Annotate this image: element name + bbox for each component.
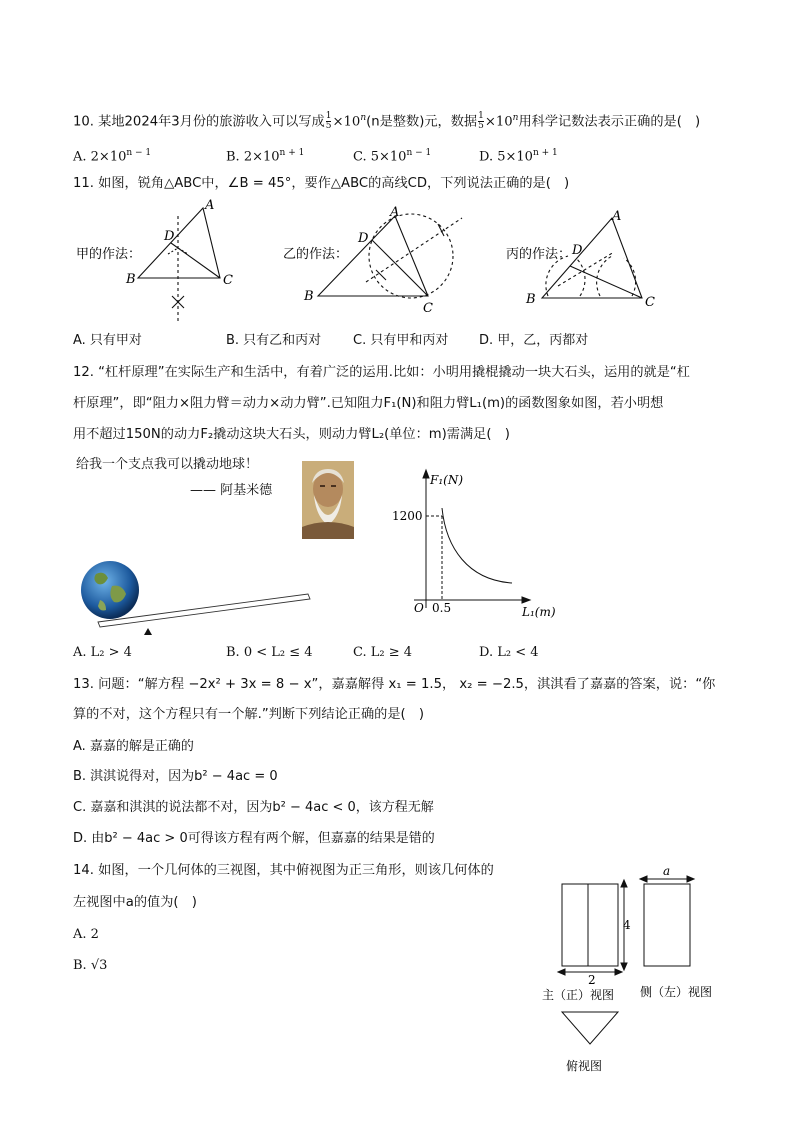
fig-bing-C: C xyxy=(645,295,655,310)
q10-option-d[interactable]: D. $5\times 10^{n + 1}$ xyxy=(479,148,558,165)
front-view-label: 主（正）视图 xyxy=(542,988,615,1002)
top-view-triangle xyxy=(562,1012,618,1044)
fig-yi-C: C xyxy=(423,301,433,316)
graph-tick-x: 0.5 xyxy=(432,601,452,615)
fulcrum-icon xyxy=(144,628,152,635)
dim-4: 4 xyxy=(623,918,631,932)
q13-option-a[interactable]: A. 嘉嘉的解是正确的 xyxy=(73,739,194,754)
fig-bing-label: 丙的作法： xyxy=(506,247,572,262)
graph-origin: O xyxy=(414,601,424,615)
fig-bing-A: A xyxy=(612,209,622,224)
hyperbola-curve xyxy=(442,508,512,583)
dim-2: 2 xyxy=(588,973,596,987)
q10-option-b[interactable]: B. $2\times 10^{n + 1}$ xyxy=(226,148,305,165)
fig-yi-B: B xyxy=(304,289,314,304)
q10-stem: 10. 某地2024年3月份的旅游收入可以写成 $\frac{1}{5}$ $\times 10^n(n$是整数)元，数据 $\frac{1}{5}$ $\times 10^n$用科学记数法表示正确的是( ) xyxy=(73,110,701,131)
q11-option-a[interactable]: A. 只有甲对 xyxy=(73,333,142,348)
fig-jia-C: C xyxy=(223,273,233,288)
q12-function-graph xyxy=(388,468,556,628)
graph-y-label: F₁(N) xyxy=(430,473,463,487)
dim-a: a xyxy=(663,864,671,878)
fig-bing-D: D xyxy=(572,243,583,258)
fig-yi-D: D xyxy=(358,231,369,246)
q12-option-b[interactable]: B. 0 < L₂ ≤ 4 xyxy=(226,645,313,660)
q11-option-d[interactable]: D. 甲，乙，丙都对 xyxy=(479,333,589,348)
q12-author: —— 阿基米德 xyxy=(190,483,273,498)
q11-option-b[interactable]: B. 只有乙和丙对 xyxy=(226,333,322,348)
fig-yi-label: 乙的作法： xyxy=(283,247,349,262)
q14-stem-2: 左视图中a的值为( ) xyxy=(73,895,197,910)
fig-bing-B: B xyxy=(526,292,536,307)
earth-lever xyxy=(78,560,314,632)
fig-jia-label: 甲的作法： xyxy=(76,247,142,262)
fig-jia-B: B xyxy=(126,272,136,287)
q14-option-a[interactable]: A. 2 xyxy=(73,927,99,942)
q12-stem-1: 12. “杠杆原理”在实际生产和生活中，有着广泛的运用.比如：小明用撬棍撬动一块大石头，运用的就是“杠 xyxy=(73,365,690,380)
q12-option-a[interactable]: A. L₂ > 4 xyxy=(73,645,132,660)
q12-stem-3: 用不超过150N的动力F₂撬动这块大石头，则动力臂L₂(单位：m)需满足( ) xyxy=(73,427,510,442)
fig-yi-A: A xyxy=(390,205,400,220)
q10-fraction: $\frac{1}{5}$ xyxy=(325,110,332,131)
fig-jia xyxy=(138,208,220,324)
top-view-label: 俯视图 xyxy=(566,1059,603,1073)
archimedes-portrait xyxy=(302,461,354,539)
q10-fraction-2: $\frac{1}{5}$ xyxy=(478,110,484,131)
q14-option-b[interactable]: B. √3 xyxy=(73,958,108,973)
q13-stem-1: 13. 问题：“解方程 −2x² + 3x = 8 − x”，嘉嘉解得 x₁ = 1.5， x₂ = −2.5，淇淇看了嘉嘉的答案，说：“你 xyxy=(73,677,716,692)
q13-option-d[interactable]: D. 由b² − 4ac > 0可得该方程有两个解，但嘉嘉的结果是错的 xyxy=(73,831,435,846)
q14-three-views xyxy=(536,862,732,1076)
q12-option-c[interactable]: C. L₂ ≥ 4 xyxy=(353,645,413,660)
graph-x-label: L₁(m) xyxy=(522,605,556,619)
side-view-rect xyxy=(644,884,690,966)
side-view-label: 侧（左）视图 xyxy=(640,985,713,999)
q10-stem-a: 10. 某地2024年3月份的旅游收入可以写成 xyxy=(73,114,325,130)
q10-option-c[interactable]: C. $5\times 10^{n - 1}$ xyxy=(353,148,432,165)
front-view-rect xyxy=(562,884,618,966)
earth-icon xyxy=(81,561,139,619)
fig-jia-A: A xyxy=(205,198,215,213)
q13-option-b[interactable]: B. 淇淇说得对，因为b² − 4ac = 0 xyxy=(73,769,278,784)
q11-stem: 11. 如图，锐角△ABC中，∠B = 45°，要作△ABC的高线CD，下列说法正确的是( ) xyxy=(73,176,570,191)
q11-figures xyxy=(70,196,670,326)
q10-option-a[interactable]: A. $2\times 10^{n - 1}$ xyxy=(73,148,152,165)
q12-option-d[interactable]: D. L₂ < 4 xyxy=(479,645,539,660)
fig-jia-D: D xyxy=(164,229,175,244)
graph-tick-y: 1200 xyxy=(392,509,423,523)
q12-quote: 给我一个支点我可以撬动地球！ xyxy=(76,457,259,472)
q12-stem-2: 杆原理”，即“阻力×阻力臂＝动力×动力臂”.已知阻力F₁(N)和阻力臂L₁(m)的函数图象如图，若小明想 xyxy=(73,396,664,411)
q13-option-c[interactable]: C. 嘉嘉和淇淇的说法都不对，因为b² − 4ac < 0，该方程无解 xyxy=(73,800,434,815)
q13-stem-2: 算的不对，这个方程只有一个解.”判断下列结论正确的是( ) xyxy=(73,707,424,722)
q11-option-c[interactable]: C. 只有甲和丙对 xyxy=(353,333,449,348)
q14-stem-1: 14. 如图，一个几何体的三视图，其中俯视图为正三角形，则该几何体的 xyxy=(73,863,494,878)
